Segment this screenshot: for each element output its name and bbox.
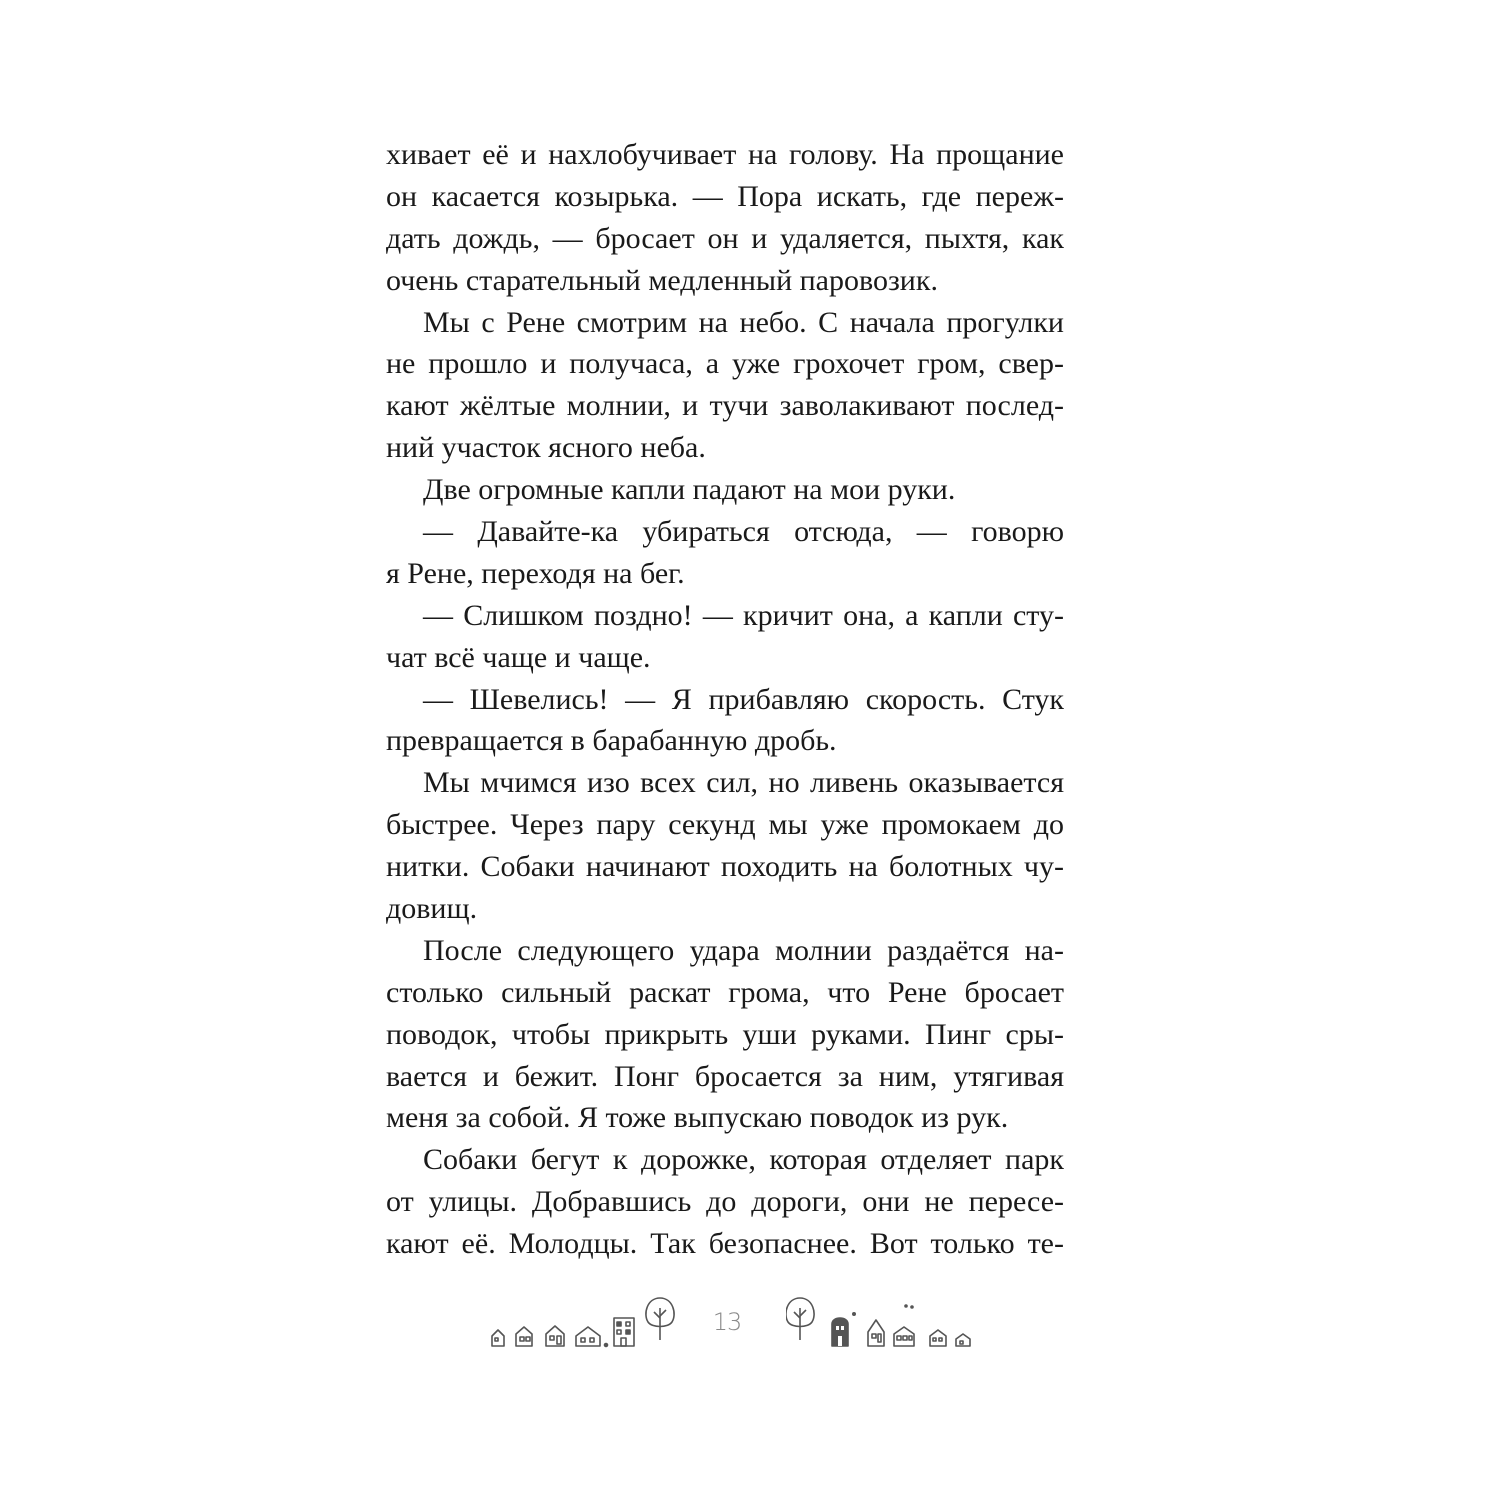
text-line: вается и бежит. Понг бросается за ним, утягивая	[386, 1059, 1064, 1093]
text-line: кают её. Молодцы. Так безопаснее. Вот только те-	[386, 1227, 1064, 1261]
page-body-text	[386, 134, 1064, 1265]
text-line: — Слишком поздно! — кричит она, а капли сту-	[423, 598, 1064, 632]
text-line: столько сильный раскат грома, что Рене бросает	[386, 975, 1064, 1009]
text-line: ний участок ясного неба.	[386, 431, 706, 465]
text-line: Мы мчимся изо всех сил, но ливень оказывается	[423, 766, 1064, 800]
text-line: превращается в барабанную дробь.	[386, 724, 837, 758]
text-line: меня за собой. Я тоже выпускаю поводок из рук.	[386, 1101, 1009, 1135]
houses-and-tree-ornament-icon	[488, 1296, 678, 1361]
text-line: от улицы. Добравшись до дороги, они не пересе-	[386, 1185, 1064, 1219]
text-line: очень старательный медленный паровозик.	[386, 263, 938, 297]
text-line: чат всё чаще и чаще.	[386, 640, 651, 674]
text-line: он касается козырька. — Пора искать, где переж-	[386, 179, 1064, 213]
text-line: кают жёлтые молнии, и тучи заволакивают послед-	[386, 389, 1064, 423]
text-line: дать дождь, — бросает он и удаляется, пыхтя, как	[386, 221, 1064, 255]
tree-and-houses-ornament-icon	[786, 1296, 986, 1361]
page-number: 13	[712, 1308, 742, 1336]
text-line: хивает её и нахлобучивает на голову. На прощание	[386, 138, 1064, 171]
text-line: После следующего удара молнии раздаётся на-	[423, 933, 1064, 967]
text-line: довищ.	[386, 892, 478, 926]
text-line: нитки. Собаки начинают походить на болотных чу-	[386, 850, 1064, 884]
text-line: Мы с Рене смотрим на небо. С начала прогулки	[423, 305, 1064, 339]
text-line: быстрее. Через пару секунд мы уже промокаем до	[386, 808, 1064, 842]
text-line: я Рене, переходя на бег.	[386, 556, 685, 590]
text-line: — Шевелись! — Я прибавляю скорость. Стук	[423, 682, 1064, 716]
text-line: поводок, чтобы прикрыть уши руками. Пинг сры-	[386, 1017, 1064, 1051]
text-line: не прошло и получаса, а уже грохочет гром, свер-	[386, 347, 1064, 381]
text-line: Две огромные капли падают на мои руки.	[423, 473, 956, 507]
text-line: — Давайте-ка убираться отсюда, — говорю	[423, 515, 1064, 549]
text-line: Собаки бегут к дорожке, которая отделяет парк	[423, 1143, 1064, 1177]
